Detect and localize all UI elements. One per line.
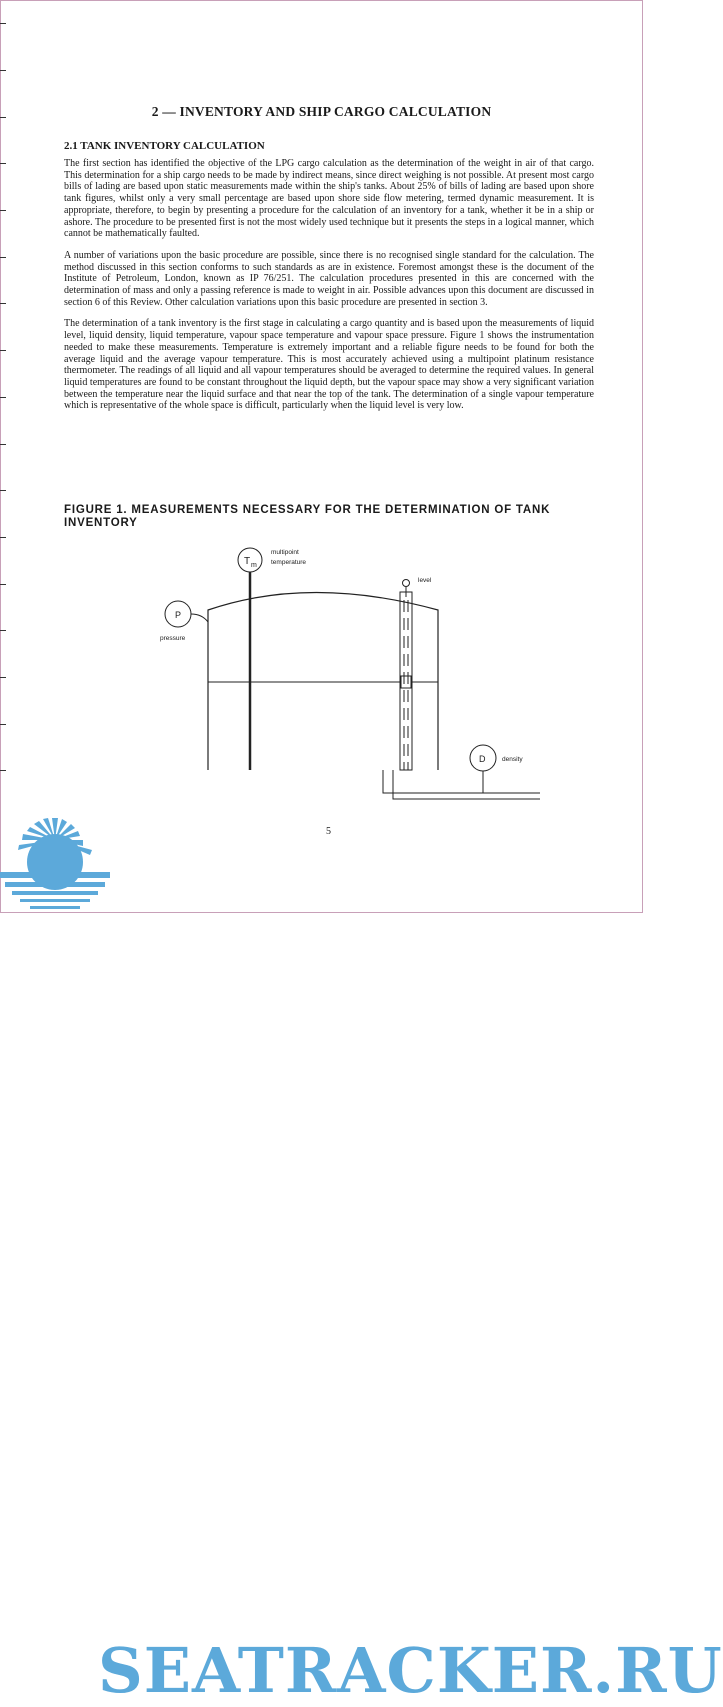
- margin-tick: [0, 70, 6, 71]
- margin-tick: [0, 630, 6, 631]
- margin-tick: [0, 537, 6, 538]
- density-return-line: [393, 770, 540, 799]
- margin-tick: [0, 490, 6, 491]
- section-title: 2.1 TANK INVENTORY CALCULATION: [64, 140, 265, 152]
- level-label: level: [418, 577, 432, 584]
- margin-tick: [0, 677, 6, 678]
- level-float: [401, 676, 411, 688]
- watermark-text: SEATRACKER.RU: [98, 1634, 723, 1707]
- pressure-line: [191, 614, 208, 622]
- margin-tick: [0, 163, 6, 164]
- figure-title: FIGURE 1. MEASUREMENTS NECESSARY FOR THE DETERMINATION OF TANK INVENTORY: [64, 504, 551, 529]
- level-gauge-icon: [403, 580, 410, 587]
- margin-tick: [0, 397, 6, 398]
- paragraph-2: A number of variations upon the basic procedure are possible, since there is no recognised single standard for the calculation. The method discussed in this section conforms to such standards as are in existence. Foremost amongst these is the document of the Institute of Petroleum, London, known as IP 76/251. The calculation procedures presented in this are concerned with the determination of mass and only a passing reference is made to weight in air. Possible advances upon this document are discussed in section 6 of this Review. Other calculation variations upon this basic procedure are presented in section 3.: [64, 249, 594, 308]
- margin-tick: [0, 584, 6, 585]
- density-label: density: [502, 756, 523, 763]
- margin-tick: [0, 724, 6, 725]
- tm-symbol: T: [244, 556, 251, 567]
- density-sample-line: [383, 770, 540, 793]
- margin-tick: [0, 210, 6, 211]
- paragraph-3: The determination of a tank inventory is the first stage in calculating a cargo quantity and is based upon the measurements of liquid level, liquid density, liquid temperature, vapour space temperature and vapour space pressure. Figure 1 shows the instrumentation needed to make these measurements. Temperature is extremely important and a reliable figure needs to be found for both the average liquid and the average vapour temperature. This is most accurately achieved using a multipoint platinum resistance thermometer. The readings of all liquid and all vapour temperatures should be averaged to determine the required values. In general liquid temperatures are found to be constant throughout the liquid depth, but the vapour space may show a very significant variation between the temperature near the liquid surface and that near the top of the tank. The determination of a single vapour temperature which is representative of the whole space is difficult, particularly when the liquid level is very low.: [64, 318, 594, 412]
- tank-diagram: [140, 540, 540, 810]
- chapter-title: 2 — INVENTORY AND SHIP CARGO CALCULATION: [151, 104, 492, 119]
- margin-tick: [0, 303, 6, 304]
- margin-tick: [0, 770, 6, 771]
- margin-tick: [0, 23, 6, 24]
- watermark-logo: [0, 812, 723, 1707]
- pressure-label: pressure: [160, 635, 186, 642]
- sun-logo-icon: [0, 812, 110, 913]
- margin-tick: [0, 257, 6, 258]
- margin-tick: [0, 350, 6, 351]
- page-number: 5: [326, 826, 331, 837]
- temperature-label: temperature: [271, 559, 307, 566]
- multipoint-label: multipoint: [271, 549, 299, 556]
- margin-tick: [0, 444, 6, 445]
- p-symbol: P: [175, 610, 182, 620]
- paragraph-1: The first section has identified the objective of the LPG cargo calculation as the determination of the weight in air of that cargo. This determination for a ship cargo needs to be made by indirect means, since direct weighing is not possible. At present most cargo bills of lading are based upon static measurements made within the ship's tanks. About 25% of bills of lading are based upon shore tank figures, whilst only a very small percentage are based upon shore side flow metering, termed dynamic measurement. It is appropriate, therefore, to begin by presenting a procedure for the calculation of an inventory for a tank, whether it be in a ship or ashore. The procedure to be presented first is not the most widely used technique but it presents the steps in a logical manner, which cannot be mathematically faulted.: [64, 158, 594, 240]
- body-text: [64, 158, 594, 422]
- d-symbol: D: [479, 754, 486, 764]
- tm-subscript: m: [251, 562, 257, 569]
